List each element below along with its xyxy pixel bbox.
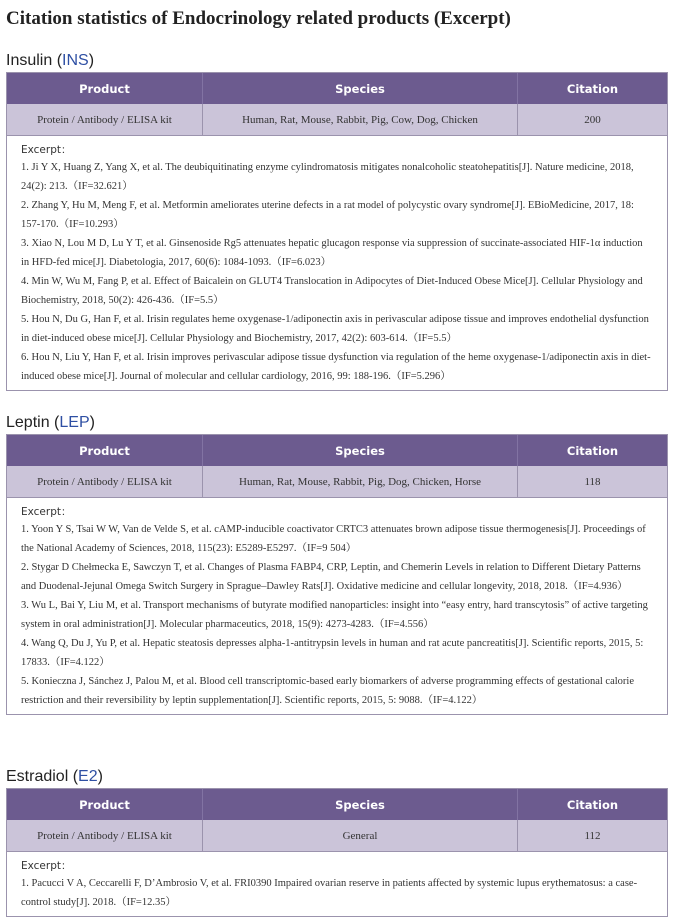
- reference-item: 4. Min W, Wu M, Fang P, et al. Effect of Baicalein on GLUT4 Translocation in Adipocytes of Diet-Induced Obese Mice[J]. Cellular Physiology and Biochemistry, 2018, 50(2): 426-436.（IF=5.5）: [21, 276, 643, 306]
- table-row: [7, 820, 667, 851]
- leptin-section: [6, 412, 668, 715]
- gene-symbol-close: ): [88, 52, 95, 69]
- header-citation: Citation: [517, 73, 667, 104]
- citation-table: [6, 72, 668, 391]
- citation-table: [6, 434, 668, 715]
- gene-symbol: INS: [62, 52, 89, 69]
- gene-symbol: LEP: [59, 414, 90, 431]
- cell-citation: 200: [517, 104, 667, 135]
- reference-item: 5. Konieczna J, Sánchez J, Palou M, et al. Blood cell transcriptomic-based early biomarkers of adverse programming effects of gestational calorie restriction and their reversibility by leptin supplementation[J]. Scientific reports, 2015, 5: 9088.（IF=4.122）: [21, 676, 634, 706]
- header-species: Species: [202, 789, 517, 820]
- reference-item: 1. Pacucci V A, Ceccarelli F, D’Ambrosio V, et al. FRI0390 Impaired ovarian reserve in patients affected by systemic lupus erythematosus: a case-control study[J]. 2018.（IF=12.35）: [21, 878, 638, 908]
- reference-item: 6. Hou N, Liu Y, Han F, et al. Irisin improves perivascular adipose tissue dysfunction via regulation of the heme oxygenase-1/adiponectin axis in diet-induced obese mice[J]. Journal of molecular and cellular cardiology, 2016, 99: 188-196.（IF=5.296）: [21, 352, 651, 382]
- header-product: Product: [79, 797, 130, 812]
- header-citation: Citation: [517, 435, 667, 466]
- reference-item: 2. Stygar D Chełmecka E, Sawczyn T, et al. Changes of Plasma FABP4, CRP, Leptin, and Chemerin Levels in relation to Different Dietary Patterns and Duodenal-Jejunal Omega Switch Surgery in Sprague–Dawley Rats[J]. Oxidative medicine and cellular longevity, 2018, 2018.（IF=4.936）: [21, 562, 641, 592]
- header-product: Product: [79, 81, 130, 96]
- reference-item: 5. Hou N, Du G, Han F, et al. Irisin regulates heme oxygenase-1/adiponectin axis in perivascular adipose tissue and improves endothelial dysfunction in diet-induced obese mice[J]. Cellular Physiology and Biochemistry, 2017, 42(2): 603-614.（IF=5.5）: [21, 314, 649, 344]
- table-header: [7, 73, 667, 104]
- page-title: Citation statistics of Endocrinology related products (Excerpt): [6, 8, 511, 29]
- header-species: Species: [202, 73, 517, 104]
- excerpt-box: [7, 851, 667, 916]
- excerpt-label: Excerpt：: [21, 144, 72, 156]
- cell-citation: 118: [517, 466, 667, 497]
- gene-symbol-close: ): [89, 414, 95, 431]
- reference-item: 4. Wang Q, Du J, Yu P, et al. Hepatic steatosis depresses alpha-1-antitrypsin levels in human and rat acute pancreatitis[J]. Scientific reports, 2015, 5: 17833.（IF=4.122）: [21, 638, 644, 668]
- gene-symbol: E2: [78, 768, 98, 785]
- excerpt-label: Excerpt：: [21, 506, 72, 518]
- reference-item: 1. Yoon Y S, Tsai W W, Van de Velde S, et al. cAMP-inducible coactivator CRTC3 attenuates brown adipose tissue thermogenesis[J]. Proceedings of the National Academy of Sciences, 2018, 115(23): E5289-E5297.（IF=9 504）: [21, 524, 646, 554]
- table-row: [7, 104, 667, 135]
- reference-item: 2. Zhang Y, Hu M, Meng F, et al. Metformin ameliorates uterine defects in a rat model of polycystic ovary syndrome[J]. EBioMedicine, 2017, 18: 157-170.（IF=10.293）: [21, 200, 634, 230]
- reference-item: 1. Ji Y X, Huang Z, Yang X, et al. The deubiquitinating enzyme cylindromatosis mitigates nonalcoholic steatohepatitis[J]. Nature medicine, 2018, 24(2): 213.（IF=32.621）: [21, 162, 634, 192]
- cell-species: Human, Rat, Mouse, Rabbit, Pig, Cow, Dog, Chicken: [202, 104, 517, 135]
- gene-symbol-open: (: [56, 52, 63, 69]
- excerpt-label: Excerpt：: [21, 860, 72, 872]
- cell-product: Protein / Antibody / ELISA kit: [37, 829, 172, 842]
- reference-item: 3. Wu L, Bai Y, Liu M, et al. Transport mechanisms of butyrate modified nanoparticles: insight into “easy entry, hard transcytosis” of active targeting system in oral administration[J]. Molecular pharmaceutics, 2018, 15(9): 4273-4283.（IF=4.556）: [21, 600, 648, 630]
- gene-symbol-close: ): [97, 768, 103, 785]
- section-name: Leptin: [6, 414, 50, 431]
- section-heading: [6, 412, 668, 434]
- cell-product: Protein / Antibody / ELISA kit: [37, 475, 172, 488]
- gene-symbol-open: (: [54, 414, 60, 431]
- section-heading: [6, 766, 668, 788]
- header-species: Species: [202, 435, 517, 466]
- insulin-section: [6, 50, 668, 391]
- citation-table: [6, 788, 668, 917]
- cell-species: Human, Rat, Mouse, Rabbit, Pig, Dog, Chicken, Horse: [202, 466, 517, 497]
- table-row: [7, 466, 667, 497]
- excerpt-box: [7, 497, 667, 714]
- cell-citation: 112: [517, 820, 667, 851]
- section-name: Insulin: [6, 52, 53, 69]
- table-header: [7, 435, 667, 466]
- cell-product: Protein / Antibody / ELISA kit: [37, 113, 172, 126]
- section-heading: [6, 50, 668, 72]
- reference-item: 3. Xiao N, Lou M D, Lu Y T, et al. Ginsenoside Rg5 attenuates hepatic glucagon response via suppression of succinate-associated HIF-1α induction in HFD-fed mice[J]. Diabetologia, 2017, 60(6): 1084-1093.（IF=6.023）: [21, 238, 643, 268]
- table-header: [7, 789, 667, 820]
- header-product: Product: [79, 443, 130, 458]
- section-name: Estradiol: [6, 768, 69, 785]
- excerpt-box: [7, 135, 667, 390]
- header-citation: Citation: [517, 789, 667, 820]
- cell-species: General: [202, 820, 517, 851]
- estradiol-section: [6, 766, 668, 917]
- gene-symbol-open: (: [72, 768, 79, 785]
